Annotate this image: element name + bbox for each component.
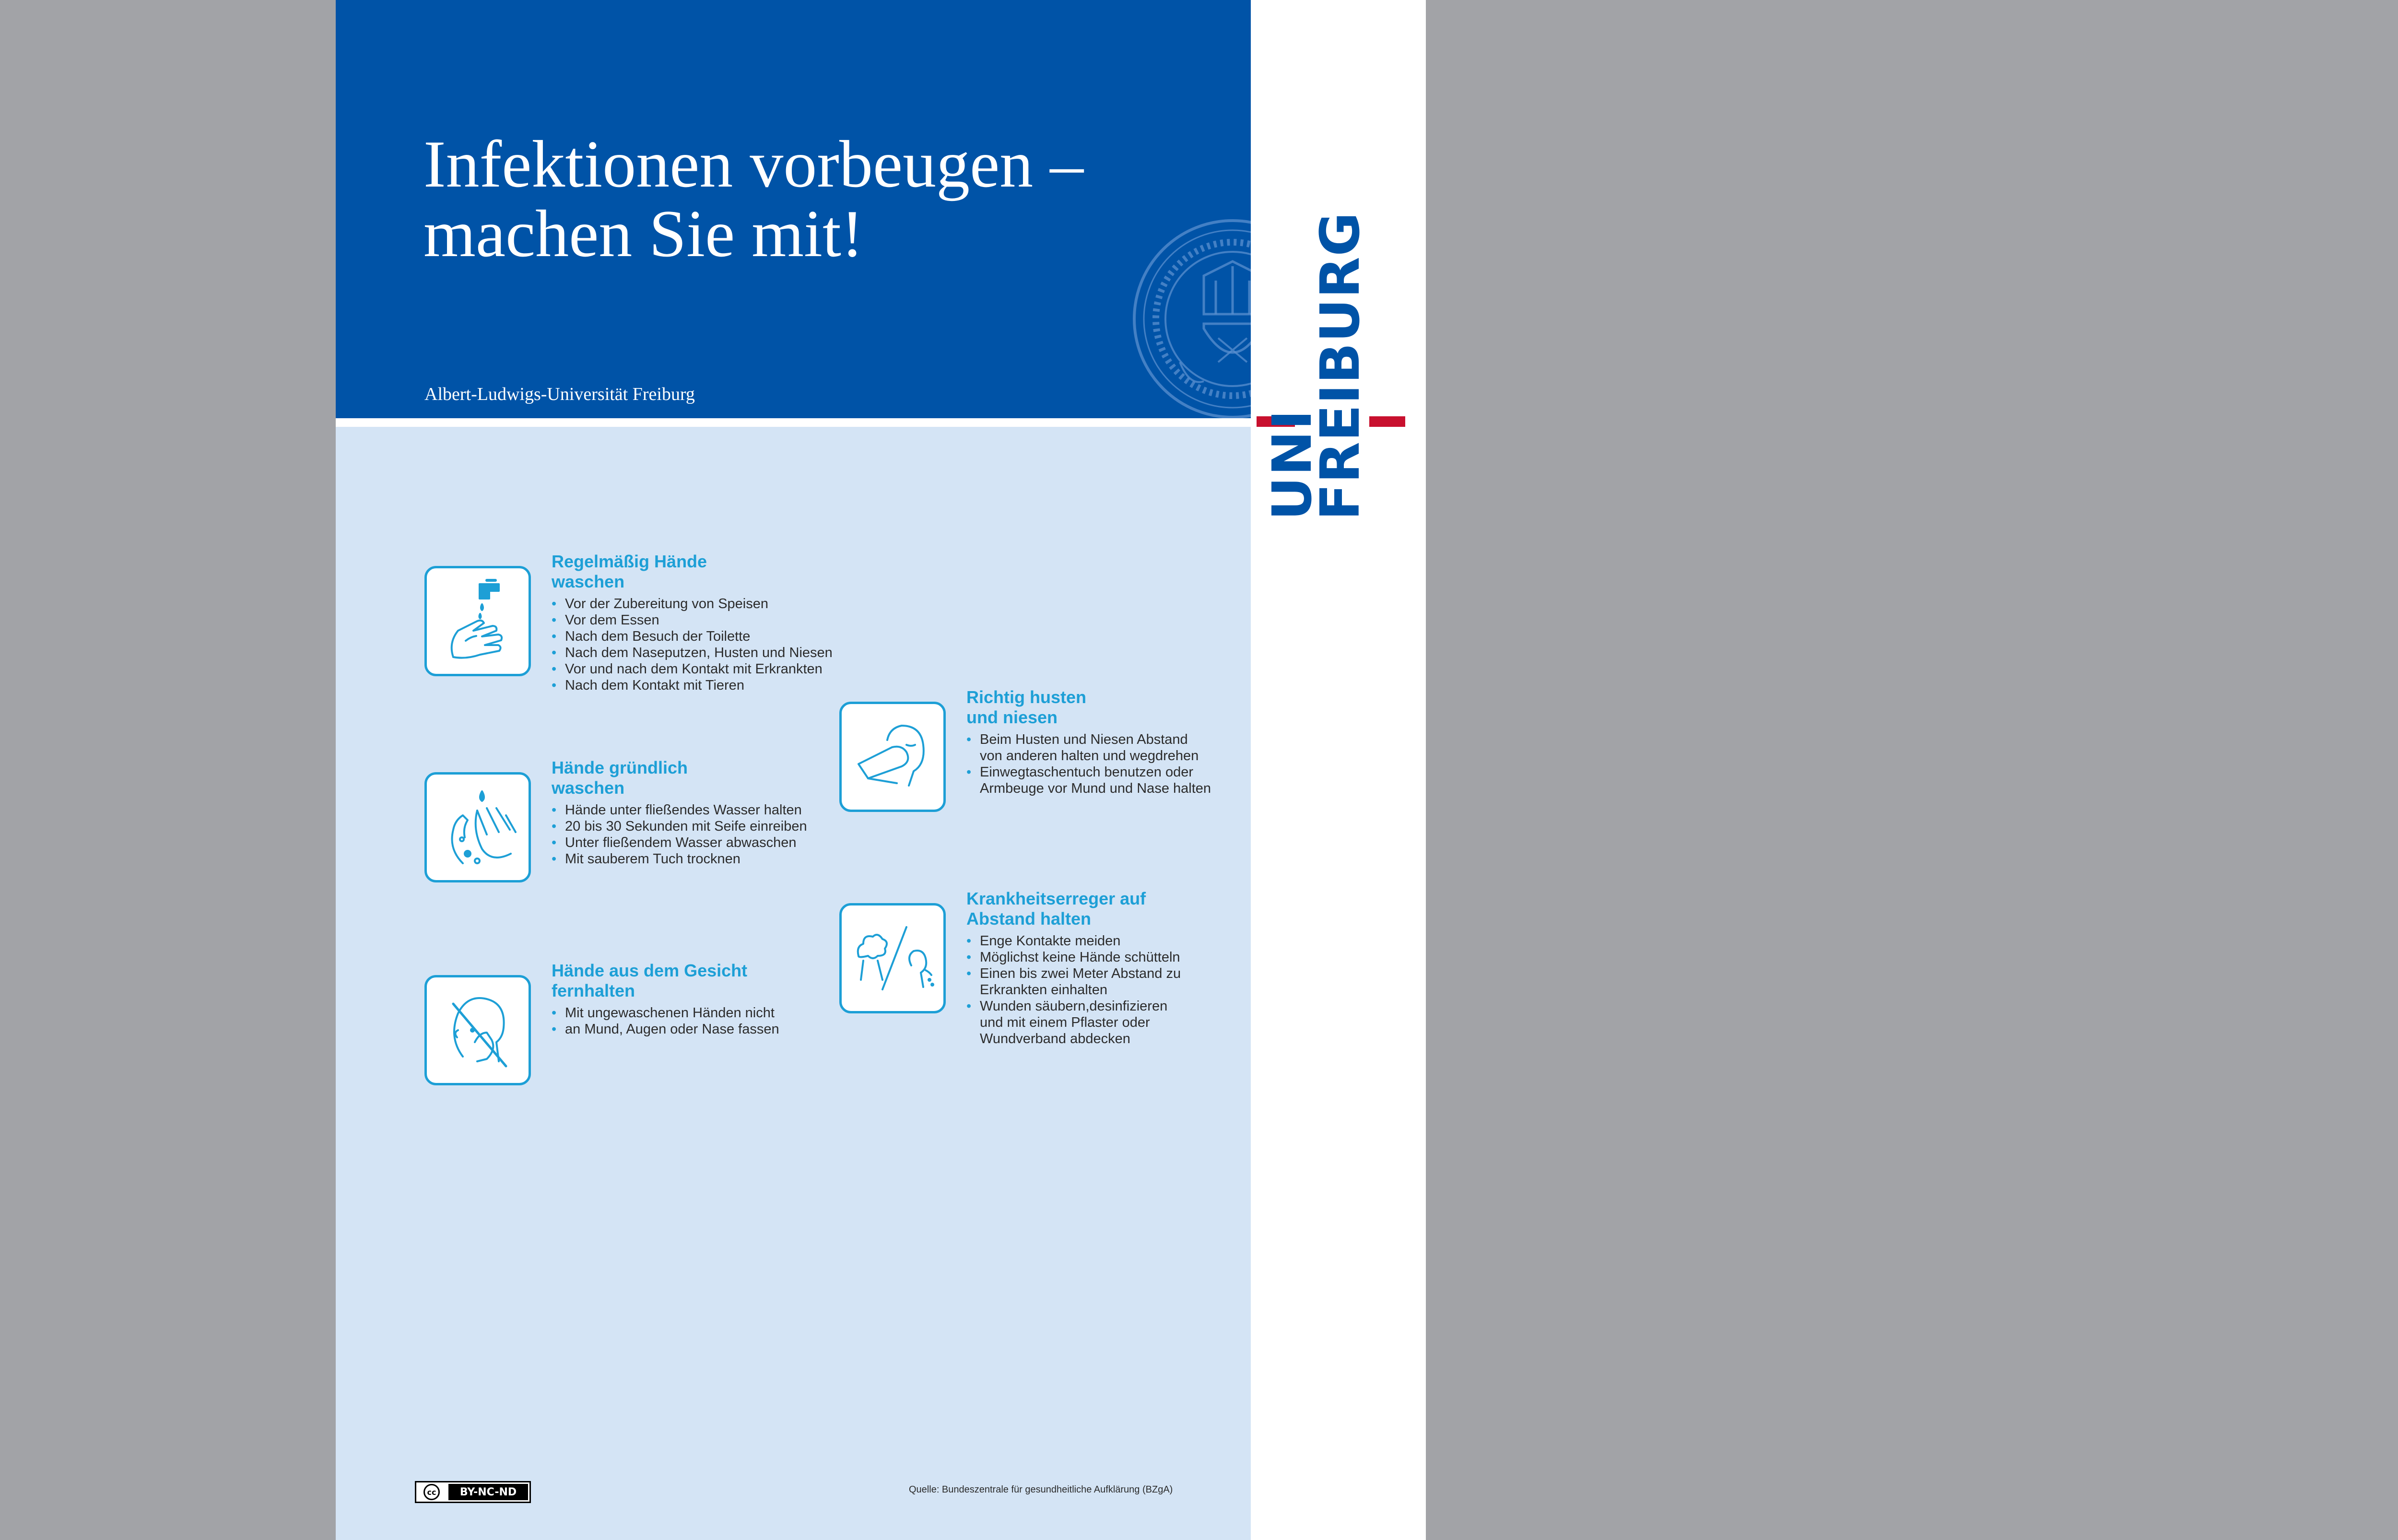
- poster-page: [336, 0, 1426, 1540]
- university-name: Albert-Ludwigs-Universität Freiburg: [424, 384, 695, 404]
- list-item: • Unter fließendem Wasser abwaschen: [552, 835, 807, 851]
- tip-title: [966, 687, 1235, 728]
- list-item: • Beim Husten und Niesen Abstand: [966, 731, 1211, 748]
- tip-icon-frame: [839, 702, 946, 812]
- tip-list: [552, 596, 833, 694]
- tip-title-line-2: Abstand halten: [966, 909, 1092, 929]
- poster-title: [423, 129, 1083, 269]
- hand-washing-icon: [434, 782, 521, 873]
- tip-list: [966, 731, 1211, 797]
- list-item: Wundverband abdecken: [980, 1031, 1130, 1046]
- tip-title: [552, 552, 820, 592]
- list-item: • Hände unter fließendes Wasser halten: [552, 802, 807, 818]
- logo-line-freiburg: FREIBURG: [1309, 212, 1372, 520]
- tip-title: [966, 889, 1235, 929]
- list-item: • Möglichst keine Hände schütteln: [966, 949, 1181, 965]
- tip-icon-frame: [424, 566, 531, 676]
- list-item: • 20 bis 30 Sekunden mit Seife einreiben: [552, 818, 807, 835]
- tip-icon-frame: [424, 975, 531, 1085]
- list-item: von anderen halten und wegdrehen: [980, 748, 1199, 764]
- list-item: • Einen bis zwei Meter Abstand zu: [966, 965, 1181, 982]
- header-divider: [336, 418, 1251, 427]
- tip-list: [552, 802, 807, 867]
- source-credit: Quelle: Bundeszentrale für gesundheitliche Aufklärung (BZgA): [909, 1484, 1173, 1495]
- tip-icon-frame: [424, 772, 531, 882]
- creative-commons-icon: [416, 1482, 447, 1502]
- list-item: • Wunden säubern,desinfizieren: [966, 998, 1181, 1014]
- list-item: und mit einem Pflaster oder: [980, 1015, 1150, 1030]
- tip-title-line-1: Hände aus dem Gesicht: [552, 961, 748, 980]
- tip-title: [552, 961, 820, 1001]
- list-item: • Nach dem Kontakt mit Tieren: [552, 677, 833, 694]
- poster-title-line-2: machen Sie mit!: [423, 197, 864, 271]
- list-item: • Mit ungewaschenen Händen nicht: [552, 1005, 779, 1021]
- tip-list: [552, 1005, 779, 1037]
- list-item: • Vor der Zubereitung von Speisen: [552, 596, 833, 612]
- faucet-hands-icon: [434, 576, 521, 667]
- tip-title-line-2: waschen: [552, 572, 625, 591]
- list-item: • Nach dem Naseputzen, Husten und Niesen: [552, 645, 833, 661]
- list-item: Erkrankten einhalten: [980, 982, 1107, 998]
- list-item: • Nach dem Besuch der Toilette: [552, 628, 833, 645]
- tip-title: [552, 758, 820, 798]
- tip-title-line-2: waschen: [552, 778, 625, 798]
- tip-icon-frame: [839, 903, 946, 1013]
- tip-title-line-1: Krankheitserreger auf: [966, 889, 1146, 908]
- poster-title-line-1: Infektionen vorbeugen –: [423, 127, 1084, 201]
- tip-title-line-1: Richtig husten: [966, 687, 1086, 707]
- uni-freiburg-logo: [1257, 212, 1439, 530]
- logo-red-bar: [1369, 416, 1405, 427]
- cough-into-elbow-icon: [849, 711, 936, 802]
- license-text: BY-NC-ND: [448, 1484, 528, 1500]
- list-item: • Enge Kontakte meiden: [966, 933, 1181, 949]
- cc-license-badge: [415, 1481, 531, 1503]
- poster-header: [336, 0, 1251, 418]
- list-item: • an Mund, Augen oder Nase fassen: [552, 1021, 779, 1037]
- poster: [336, 0, 1251, 1540]
- tip-title-line-1: Regelmäßig Hände: [552, 552, 707, 571]
- list-item: • Einwegtaschentuch benutzen oder: [966, 764, 1211, 780]
- cc-symbol: cc: [423, 1484, 440, 1500]
- tip-title-line-2: und niesen: [966, 707, 1058, 727]
- university-seal-icon: [1132, 218, 1251, 418]
- list-item: • Vor dem Essen: [552, 612, 833, 628]
- tip-list: [966, 933, 1181, 1047]
- tip-title-line-2: fernhalten: [552, 981, 635, 1000]
- keep-distance-icon: [849, 913, 936, 1004]
- hand-face-crossed-icon: [434, 985, 521, 1076]
- tip-title-line-1: Hände gründlich: [552, 758, 688, 777]
- list-item: • Vor und nach dem Kontakt mit Erkrankten: [552, 661, 833, 677]
- list-item: • Mit sauberem Tuch trocknen: [552, 851, 807, 867]
- logo-line-uni: UNI: [1261, 409, 1324, 520]
- list-item: Armbeuge vor Mund und Nase halten: [980, 781, 1211, 796]
